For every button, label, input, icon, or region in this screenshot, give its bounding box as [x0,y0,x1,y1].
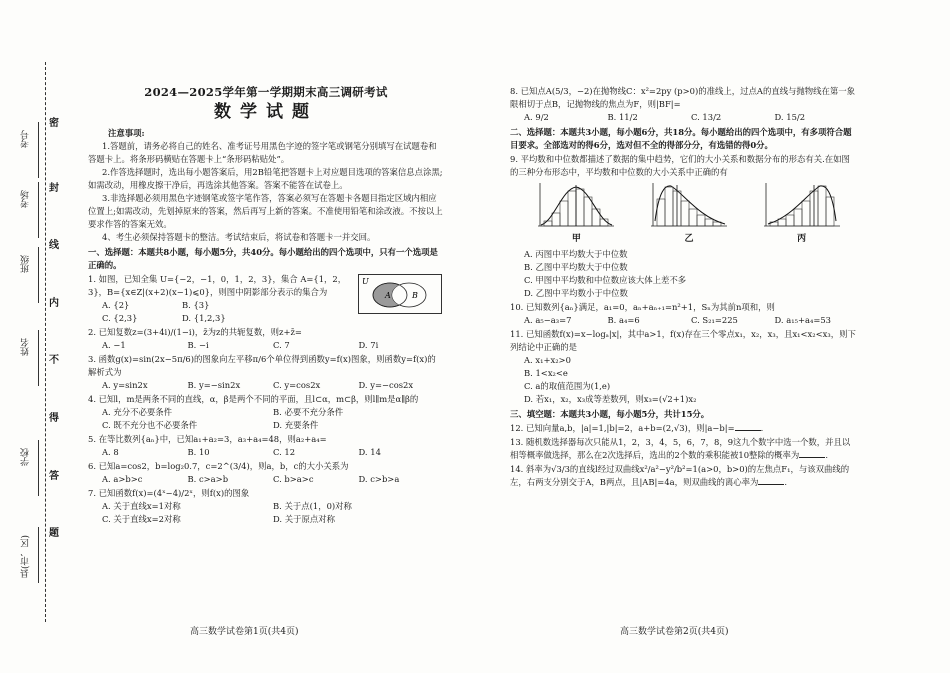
question-9-options [510,248,858,300]
chart-label-jia: 甲 [571,234,581,244]
notice-item: 3.非选择题必须用黑色字迹钢笔或签字笔作答，答案必须写在答题卡各题目指定区域内相应位置上;如需改动，先划掉原来的答案，然后再写上新的答案。不准使用铅笔和涂改液。不按以上要求作答的答案无效。 [88,193,443,229]
option[interactable]: C. 13/2 [691,112,722,122]
exam-room-field[interactable] [12,190,38,208]
option[interactable]: B. {3} [182,300,210,310]
question-3-options [88,379,444,392]
option[interactable]: C. S₂₁=225 [691,315,738,325]
option[interactable]: D. 乙图中平均数小于中位数 [524,288,628,298]
option[interactable]: B. −i [187,340,209,350]
option[interactable]: A. 9/2 [524,112,549,122]
page-one [88,78,444,526]
venn-a-label: A [385,291,391,300]
option[interactable]: B. 1<x₂<e [524,368,568,378]
question-9-text: 9. 平均数和中位数都描述了数据的集中趋势，它们的大小关系和数据分布的形态有关.在如图的三种分布形态中，平均数和中位数的大小关系中正确的有 [510,154,850,177]
question-3 [88,353,444,392]
seal-mark: 封 [49,183,59,194]
exam-number-label: 考号 [20,130,31,148]
venn-u-label: U [362,277,369,286]
notice-item: 2.作答选择题时，选出每小题答案后，用2B铅笔把答题卡上对应题目选项的答案信息点涂黑;如需改动，用橡皮擦干净后，再选涂其他答案。答案不能答在试卷上。 [88,167,443,190]
question-13-text: 13. 随机数选择器每次只能从1，2，3，4，5，6，7，8，9这九个数字中选一个数，并且以相等概率做选择，那么在2次选择后，选出的2个数的乘积能被10整除的概率为 [510,437,851,460]
county-label: 县(市、区) [20,535,31,579]
question-7 [88,487,444,526]
option[interactable]: A. 8 [102,447,119,457]
option[interactable]: A. {2} [102,300,130,310]
question-10-text: 10. 已知数列{aₙ}满足，a₁=0，aₙ+aₙ₊₁=n²+1，Sₙ为其前n项和，则 [510,302,775,312]
option[interactable]: A. a₅−a₃=7 [524,315,572,325]
question-6 [88,460,444,486]
seal-mark: 线 [49,240,59,251]
page-one-footer: 高三数学试卷第1页(共4页) [190,627,299,637]
answer-blank[interactable] [799,449,825,458]
answer-blank[interactable] [735,422,761,431]
exam-title: 2024—2025学年第一学期期末高三调研考试 [144,85,388,99]
question-2-options [88,339,444,352]
option[interactable]: A. a>b>c [102,474,143,484]
option[interactable]: B. 10 [187,447,210,457]
question-1-text: 1. 如图，已知全集 U={−2，−1，0，1，2，3}，集合 A={1，2，3}，B={x∈Z|(x+2)(x−1)⩽0}，则图中阴影部分表示的集合为 [88,274,347,297]
option[interactable]: B. 乙图中平均数大于中位数 [524,262,628,272]
distribution-chart-yi [649,181,729,246]
option[interactable]: C. 12 [273,447,296,457]
answer-blank[interactable] [758,476,784,485]
name-label: 姓名 [20,338,31,356]
option[interactable]: B. 关于点(1，0)对称 [273,501,352,511]
option[interactable]: B. y=−sin2x [187,380,241,390]
question-12-text: 12. 已知向量a,b，|a|=1,|b|=2，a+b=(2,√3)，则|a−b|= [510,423,735,433]
seal-mark: 得 [49,413,59,424]
question-13: 13. 随机数选择器每次只能从1，2，3，4，5，6，7，8，9这九个数字中选一个数，并且以相等概率做选择，那么在2次选择后，选出的2个数的乘积能被10整除的概率为 . [510,437,851,460]
option[interactable]: C. a的取值范围为(1,e) [524,381,611,391]
question-6-options [88,473,444,486]
seal-mark: 不 [49,355,59,366]
name-field[interactable] [12,338,38,356]
option[interactable]: C. 关于直线x=2对称 [102,514,181,524]
section-three-heading: 三、填空题：本题共3小题，每小题5分，共计15分。 [510,409,710,419]
question-10-options [510,314,858,327]
page-two-footer: 高三数学试卷第2页(共4页) [620,627,729,637]
county-field[interactable] [12,535,38,578]
option[interactable]: A. 丙图中平均数大于中位数 [524,249,628,259]
question-3-text: 3. 函数g(x)=sin(2x−5π/6)的图象向左平移π/6个单位得到函数y=f(x)图象，则函数y=f(x)的解析式为 [88,354,436,377]
option[interactable]: C. 7 [273,340,290,350]
question-4 [88,393,444,432]
notice-title: 注意事项: [108,128,145,138]
option[interactable]: D. 14 [358,447,381,457]
question-11 [510,328,858,406]
question-11-options [510,354,858,406]
option[interactable]: C. {2,3} [102,313,138,323]
option[interactable]: A. 关于直线x=1对称 [102,501,181,511]
option[interactable]: A. x₁+x₂>0 [524,355,571,365]
option[interactable]: D. 若x₁，x₂，x₃成等差数列，则x₃=(√2+1)x₂ [524,394,697,404]
seal-mark: 题 [49,528,59,539]
class-field[interactable] [12,255,38,273]
notice-item: 4、考生必须保持答题卡的整洁。考试结束后，将试卷和答题卡一并交回。 [102,232,376,242]
question-10 [510,301,858,327]
option[interactable]: D. 7i [358,340,379,350]
seal-mark: 答 [49,471,59,482]
question-4-text: 4. 已知l，m是两条不同的直线，α，β是两个不同的平面，且l⊂α，m⊂β，则l∥m是α∥β的 [88,394,419,404]
exam-number-field[interactable] [12,130,38,148]
section-one-heading: 一、选择题：本题共8小题，每小题5分，共40分。每小题给出的四个选项中，只有一个选项是正确的。 [88,247,438,270]
venn-diagram [358,274,442,314]
option[interactable]: D. c>b>a [358,474,400,484]
option[interactable]: B. a₄=6 [607,315,640,325]
option[interactable]: A. 充分不必要条件 [102,407,172,417]
question-1 [88,273,444,325]
page-two [510,84,858,489]
seal-mark: 密 [49,118,59,129]
school-field[interactable] [12,448,38,466]
question-2-text: 2. 已知复数z=(3+4i)/(1−i)，z̄为z的共轭复数，则z+z̄= [88,327,302,337]
school-label: 学校 [20,448,31,466]
question-2 [88,326,444,352]
option[interactable]: A. y=sin2x [102,380,148,390]
option[interactable]: B. 11/2 [607,112,638,122]
option[interactable]: C. 甲图中平均数和中位数应该大体上差不多 [524,275,687,285]
question-14-text: 14. 斜率为√3/3的直线l经过双曲线x²/a²−y²/b²=1(a>0，b>0)的左焦点F₁，与该双曲线的左，右两支分别交于A，B两点，且|AB|=4a，则双曲线的离心率为 [510,464,850,487]
seal-mark: 内 [49,298,59,309]
question-12: 12. 已知向量a,b，|a|=1,|b|=2，a+b=(2,√3)，则|a−b|= . [510,423,764,433]
question-5-text: 5. 在等比数列{aₙ}中，已知a₁+a₂=3，a₃+a₄=48，则a₂+a₄= [88,434,327,444]
distribution-chart-jia [536,181,616,246]
question-8 [510,85,858,124]
option[interactable]: D. {1,2,3} [182,313,226,323]
option[interactable]: A. −1 [102,340,126,350]
question-4-options [88,406,444,432]
question-7-text: 7. 已知函数f(x)=(4ˣ−4)/2ˣ，则f(x)的图象 [88,488,250,498]
question-9 [510,153,858,300]
question-5 [88,433,444,459]
chart-label-yi: 乙 [684,234,694,244]
question-6-text: 6. 已知a=cos2，b=log₂0.7，c=2^(3/4)，则a，b，c的大小关系为 [88,461,349,471]
option[interactable]: D. 关于原点对称 [273,514,335,524]
option[interactable]: C. b>a>c [273,474,314,484]
question-7-options [88,500,444,526]
distribution-charts [510,181,858,246]
question-11-text: 11. 已知函数f(x)=x−logₐ|x|，其中a>1，f(x)存在三个零点x₁，x₂，x₃，且x₁<x₂<x₃，则下列结论中正确的是 [510,329,856,352]
option[interactable]: D. a₁₅+a₄=53 [774,315,831,325]
option[interactable]: C. 既不充分也不必要条件 [102,420,198,430]
option[interactable]: B. c>a>b [187,474,229,484]
exam-room-label: 考场 [20,190,31,208]
option[interactable]: D. 充要条件 [273,420,319,430]
section-two-heading: 二、选择题：本题共3小题，每小题6分，共18分。每小题给出的四个选项中，有多项符合题目要求。全部选对的得6分，选对但不全的得部分分，有选错的得0分。 [510,127,852,150]
seal-strip [0,0,70,673]
question-14: 14. 斜率为√3/3的直线l经过双曲线x²/a²−y²/b²=1(a>0，b>0)的左焦点F₁，与该双曲线的左，右两支分别交于A，B两点，且|AB|=4a，则双曲线的离心率为 . [510,464,850,487]
question-8-options [510,111,858,124]
class-label: 班级 [20,255,31,273]
question-8-text: 8. 已知点A(5/3，−2)在抛物线C：x²=2py (p>0)的准线上，过点A的直线与抛物线在第一象限相切于点B，记抛物线的焦点为F，则|BF|= [510,86,856,109]
option[interactable]: D. y=−cos2x [358,380,414,390]
subject-title: 数学试题 [214,102,318,122]
option[interactable]: C. y=cos2x [273,380,321,390]
distribution-chart-bing [762,181,842,246]
notice-item: 1.答题前，请务必将自己的姓名、准考证号用黑色字迹的签字笔或钢笔分别填写在试题卷和答题卡上。将条形码横贴在答题卡上“条形码粘贴处”。 [88,141,437,164]
option[interactable]: D. 15/2 [774,112,806,122]
question-5-options [88,446,444,459]
seal-dashed-line [45,62,46,622]
venn-b-label: B [412,291,418,300]
chart-label-bing: 丙 [797,234,807,244]
option[interactable]: B. 必要不充分条件 [273,407,344,417]
question-1-options [88,299,352,312]
